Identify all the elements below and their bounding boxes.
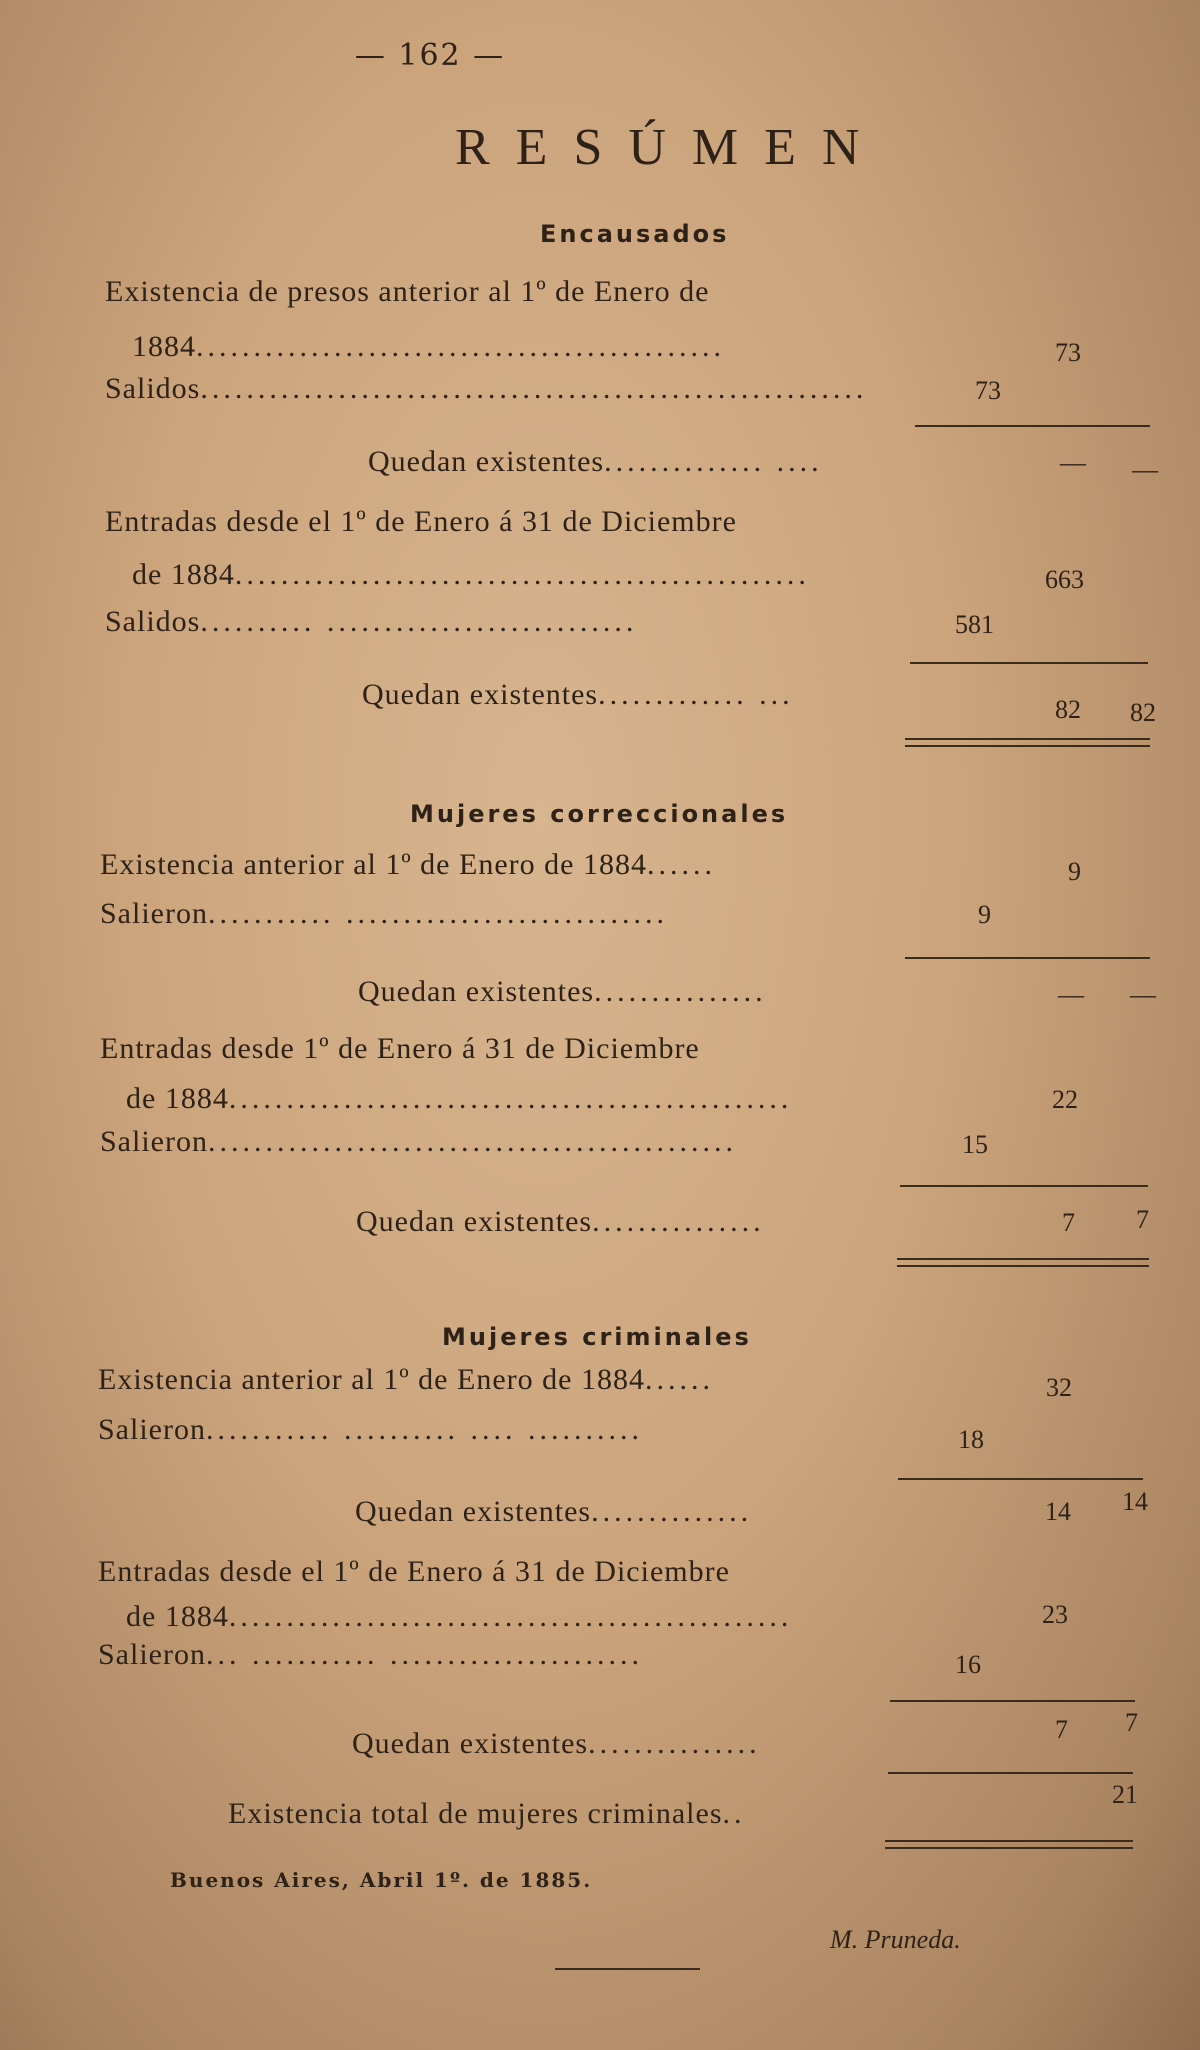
correccionales-entradas-line: Entradas desde 1º de Enero á 31 de Diciembre	[100, 1032, 700, 1065]
correccionales-salieron2-value: 15	[962, 1130, 988, 1159]
encausados-quedan1-b: —	[1132, 455, 1158, 484]
section-heading-criminales: Mujeres criminales	[442, 1323, 752, 1351]
correccionales-quedan1-a: —	[1058, 980, 1084, 1009]
rule	[898, 1478, 1143, 1480]
correccionales-de1884-line: de 1884.................................................	[126, 1082, 793, 1115]
criminales-entradas-line: Entradas desde el 1º de Enero á 31 de Diciembre	[98, 1555, 730, 1588]
encausados-entradas-value: 663	[1045, 565, 1084, 594]
encausados-existencia-value: 73	[1055, 338, 1081, 367]
double-rule	[905, 738, 1150, 747]
encausados-quedan2-a: 82	[1055, 695, 1081, 724]
rule	[915, 425, 1150, 427]
criminales-salieron1-line: Salieron........... .......... .... ..........	[98, 1413, 643, 1446]
criminales-existencia-value: 32	[1046, 1373, 1072, 1402]
signature: M. Pruneda.	[830, 1925, 961, 1954]
criminales-salieron1-value: 18	[958, 1425, 984, 1454]
criminales-quedan2-a: 7	[1055, 1715, 1068, 1744]
criminales-de1884-line: de 1884.................................................	[126, 1600, 793, 1633]
encausados-existencia-line: Existencia de presos anterior al 1º de Enero de	[105, 275, 710, 308]
criminales-quedan1-line: Quedan existentes..............	[355, 1495, 753, 1528]
encausados-de1884-line: de 1884..................................................	[132, 558, 810, 591]
correccionales-quedan1-line: Quedan existentes...............	[358, 975, 767, 1008]
correccionales-salieron1-value: 9	[978, 900, 991, 929]
correccionales-quedan2-a: 7	[1062, 1208, 1075, 1237]
criminales-existencia-line: Existencia anterior al 1º de Enero de 1884......	[98, 1363, 714, 1396]
rule	[900, 1185, 1148, 1187]
criminales-entradas-value: 23	[1042, 1600, 1068, 1629]
section-heading-correccionales: Mujeres correccionales	[410, 800, 789, 828]
correccionales-existencia-line: Existencia anterior al 1º de Enero de 1884......	[100, 848, 716, 881]
criminales-quedan1-a: 14	[1045, 1497, 1071, 1526]
criminales-quedan2-line: Quedan existentes...............	[352, 1727, 761, 1760]
criminales-salieron2-line: Salieron... ........... ......................	[98, 1638, 643, 1671]
rule	[905, 957, 1150, 959]
correccionales-existencia-value: 9	[1068, 857, 1081, 886]
double-rule	[885, 1840, 1133, 1849]
encausados-salidos2-value: 581	[955, 610, 994, 639]
rule	[890, 1700, 1135, 1702]
encausados-1884-line: 1884..............................................	[132, 330, 725, 363]
page-title: RESÚMEN	[455, 119, 886, 176]
criminales-quedan2-b: 7	[1125, 1708, 1138, 1737]
encausados-salidos2-line: Salidos.......... ...........................	[105, 605, 638, 638]
correccionales-entradas-value: 22	[1052, 1085, 1078, 1114]
correccionales-salieron2-line: Salieron..............................................	[100, 1125, 737, 1158]
correccionales-salieron1-line: Salieron........... ............................	[100, 897, 668, 930]
encausados-quedan2-line: Quedan existentes............. ...	[362, 678, 794, 711]
place-date: Buenos Aires, Abril 1º. de 1885.	[170, 1868, 593, 1892]
correccionales-quedan1-b: —	[1130, 980, 1156, 1009]
encausados-quedan2-b: 82	[1130, 698, 1156, 727]
rule	[888, 1772, 1133, 1774]
correccionales-quedan2-b: 7	[1136, 1205, 1149, 1234]
encausados-salidos1-line: Salidos..........................................................	[105, 372, 868, 405]
criminales-total-value: 21	[1112, 1780, 1138, 1809]
page-number: — 162 —	[354, 38, 506, 73]
criminales-quedan1-b: 14	[1122, 1487, 1148, 1516]
encausados-quedan1-a: —	[1060, 448, 1086, 477]
closing-rule	[555, 1968, 700, 1970]
encausados-entradas-line: Entradas desde el 1º de Enero á 31 de Diciembre	[105, 505, 737, 538]
encausados-quedan1-line: Quedan existentes.............. ....	[368, 445, 823, 478]
rule	[910, 662, 1148, 664]
section-heading-encausados: Encausados	[540, 220, 730, 248]
encausados-salidos1-value: 73	[975, 376, 1001, 405]
criminales-total-line: Existencia total de mujeres criminales..	[228, 1797, 746, 1830]
correccionales-quedan2-line: Quedan existentes...............	[356, 1205, 765, 1238]
criminales-salieron2-value: 16	[955, 1650, 981, 1679]
double-rule	[897, 1258, 1149, 1267]
